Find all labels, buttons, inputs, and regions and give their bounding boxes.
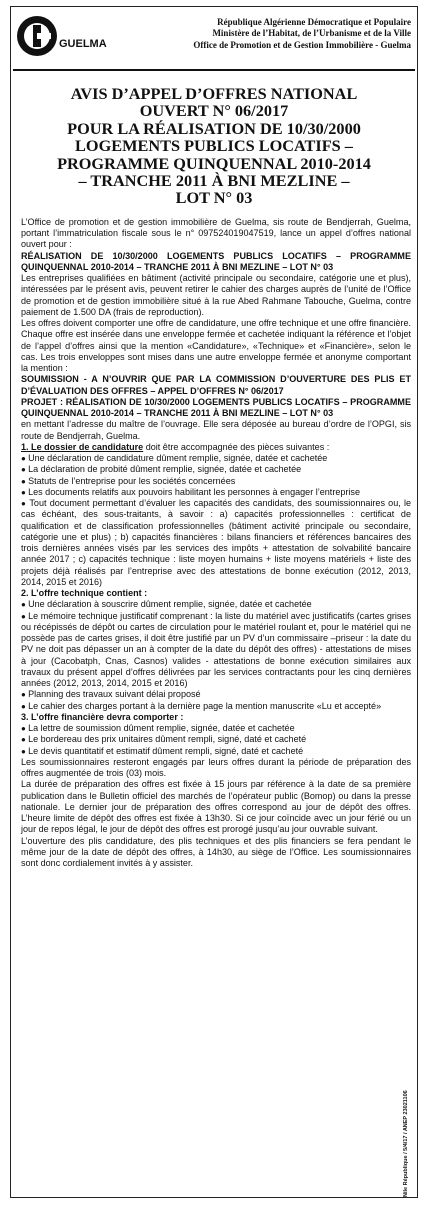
header [11, 7, 417, 69]
eligibility-paragraph: Les entreprises qualifiées en bâtiment (activité principale ou secondaire, catégorie une et plus), intéressées par le présent avis, peuvent retirer le cahier des charges auprès de l’unité de l’Office de promotion et de gestion immobilière situé à la rue Abed Rahmane Tabouche, Guelma, contre paiement de 1.500 DA (frais de reproduction). [21, 273, 411, 317]
header-line-1: République Algérienne Démocratique et Populaire [217, 17, 411, 27]
list-item: ● Le mémoire technique justificatif comprenant : la liste du matériel avec justificatifs (cartes grises ou récépissés de dépôt ou cartes de circulation pour le matériel roulant et, pour le matériel qui ne possède pas de cartes grises, il doit être justifié par un PV d’un commissaire –priseur : la date du PV ne doit pas dépasser un an à compter de la date du dépôt des offres) - attestations de mises à jour (Cacobatph, Cnas, Casnos) valides - attestations de bonne exécution similaires aux travaux du présent appel d’offres délivrées par les services contractants pour les cinq dernières années (2012, 2013, 2014, 2015 et 2016) [21, 610, 411, 689]
bullet-icon: ● [21, 611, 29, 621]
bullet-icon: ● [21, 600, 29, 610]
bullet-icon: ● [21, 746, 29, 756]
list-item: ● Une déclaration de candidature dûment remplie, signée, datée et cachetée [21, 453, 328, 464]
list-item: ● Le cahier des charges portant à la dernière page la mention manuscrite «Lu et accepté» [21, 700, 382, 711]
bullet-icon: ● [21, 701, 29, 711]
offers-paragraph: Les offres doivent comporter une offre de candidature, une offre technique et une offre financière. Chaque offre est insérée dans une enveloppe fermée et cachetée indiquant la référence et l’objet de l’appel d’offres ainsi que la mention «Candidature», «Technique» et «Financière», selon le cas. Les trois enveloppes sont mises dans une autre enveloppe fermée et anonyme comportant la mention : [21, 318, 411, 374]
header-divider [13, 69, 415, 71]
opgi-logo [15, 13, 111, 59]
project-mention: PROJET : RÉALISATION DE 10/30/2000 LOGEMENTS PUBLICS LOCATIFS – PROGRAMME QUINQUENNAL 2010-2014 – TRANCHE 2011 À BNI MEZLINE – LOT N° 03 [21, 396, 411, 419]
notice-body [11, 217, 417, 870]
bullet-icon: ● [21, 465, 29, 475]
list-item: ● Le devis quantitatif et estimatif dûment rempli, signé, daté et cacheté [21, 745, 304, 756]
bullet-icon: ● [21, 690, 29, 700]
list-item: ● Statuts de l’entreprise pour les sociétés concernées [21, 475, 236, 486]
bullet-icon: ● [21, 487, 29, 497]
notice-title [15, 85, 413, 207]
deadline-paragraph: La durée de préparation des offres est fixée à 15 jours par référence à la date de sa première publication dans le Bulletin officiel des marchés de l’opérateur public (Bomop) ou dans la presse nationale. Le dernier jour de préparation des offres correspond au jour de dépôt des offres. L’heure limite de dépôt des offres est fixée à 13h30. Si ce jour coïncide avec un jour férié ou un jour de repos légal, le jour de dépôt des offres est prorogé jusqu’au jour ouvrable suivant. [21, 779, 411, 835]
notice-page [10, 6, 418, 1198]
header-line-2: Ministère de l’Habitat, de l’Urbanisme et de la Ville [212, 28, 411, 39]
bullet-icon: ● [21, 735, 29, 745]
title-line: PROGRAMME QUINQUENNAL 2010-2014 [57, 153, 371, 173]
list-item: ● Planning des travaux suivant délai proposé [21, 689, 201, 700]
list-item: ● Les documents relatifs aux pouvoirs habilitant les personnes à engager l’entreprise [21, 486, 360, 497]
list-item: ● Tout document permettant d’évaluer les capacités des candidats, des soumissionnaires ou, le cas échéant, des sous-traitants, à savoir : a) capacités professionnelles : certificat de qualification et de classification professionnelles (bâtiment activité principale ou secondaire, catégorie une et plus) ; b) capacités financières : bilans financiers et références bancaires des trois dernières années visés par les services des impôts + attestation de solvabilité bancaire année 2017 ; c) capacités technique : liste moyen humains + liste moyens matériels + liste des projets déjà réalisés par l’entreprise avec des attestations de bonne exécution (2012, 2013, 2014, 2015 et 2016) [21, 498, 411, 587]
header-text [193, 17, 411, 51]
list-item: ● Le bordereau des prix unitaires dûment rempli, signé, daté et cacheté [21, 734, 307, 745]
bullet-icon: ● [21, 499, 30, 509]
section-1-intro: doit être accompagnée des pièces suivantes : [143, 441, 330, 452]
title-line: – TRANCHE 2011 À BNI MEZLINE – [78, 171, 350, 191]
section-3-title: 3. L’offre financière devra comporter : [21, 711, 184, 722]
title-line: LOT N° 03 [175, 188, 253, 208]
intro-paragraph: L’Office de promotion et de gestion immobilière de Guelma, sis route de Bendjerrah, Guelma, portant l’immatriculation fiscale sous le n° 097524019047519, lance un appel d’offres national ouvert pour : [21, 216, 411, 250]
section-1-title: 1. Le dossier de candidature [21, 441, 144, 452]
list-item: ● Une déclaration à souscrire dûment remplie, signée, datée et cachetée [21, 599, 312, 610]
opening-paragraph: L’ouverture des plis candidature, des plis techniques et des plis financiers se fera pendant le même jour de la date de dépôt des offres, à 14h30, au siège de l’Office. Les soumissionnaires sont donc cordialement invités à y assister. [21, 835, 411, 869]
bullet-icon: ● [21, 454, 29, 464]
intro-object: RÉALISATION DE 10/30/2000 LOGEMENTS PUBLICS LOCATIFS – PROGRAMME QUINQUENNAL 2010-2014 – TRANCHE 2011 À BNI MEZLINE – LOT N° 03 [21, 250, 411, 272]
bullet-icon: ● [21, 724, 29, 734]
title-line: POUR LA RÉALISATION DE 10/30/2000 [67, 118, 361, 138]
section-2-title: 2. L’offre technique contient : [21, 588, 148, 599]
submission-mention: SOUMISSION - A N’OUVRIR QUE PAR LA COMMISSION D’OUVERTURE DES PLIS ET D’ÉVALUATION DES OFFRES – APPEL D’OFFRES N° 06/2017 [21, 374, 411, 396]
publication-reference [403, 1007, 417, 1197]
section-1 [21, 442, 411, 453]
title-line: AVIS D’APPEL D’OFFRES NATIONAL [70, 84, 358, 103]
title-line: OUVERT N° 06/2017 [139, 101, 289, 121]
title-line: LOGEMENTS PUBLICS LOCATIFS – [75, 136, 353, 156]
list-item: ● La déclaration de probité dûment remplie, signée, datée et cachetée [21, 464, 302, 475]
validity-paragraph: Les soumissionnaires resteront engagés par leurs offres durant la période de préparation des offres augmentée de trois (03) mois. [21, 756, 411, 779]
list-item: ● La lettre de soumission dûment remplie, signée, datée et cachetée [21, 723, 295, 734]
address-paragraph: en mettant l’adresse du maître de l’ouvrage. Elle sera déposée au bureau d’ordre de l’OPGI, sis route de Bendjerrah, Guelma. [21, 419, 411, 441]
bullet-icon: ● [21, 476, 29, 486]
header-line-3: Office de Promotion et de Gestion Immobilière - Guelma [193, 39, 411, 50]
logo-text: GUELMA [59, 38, 107, 50]
publication-reference-text: Nile République / 5/4/17 / ANEP 23021106 [403, 1090, 409, 1197]
